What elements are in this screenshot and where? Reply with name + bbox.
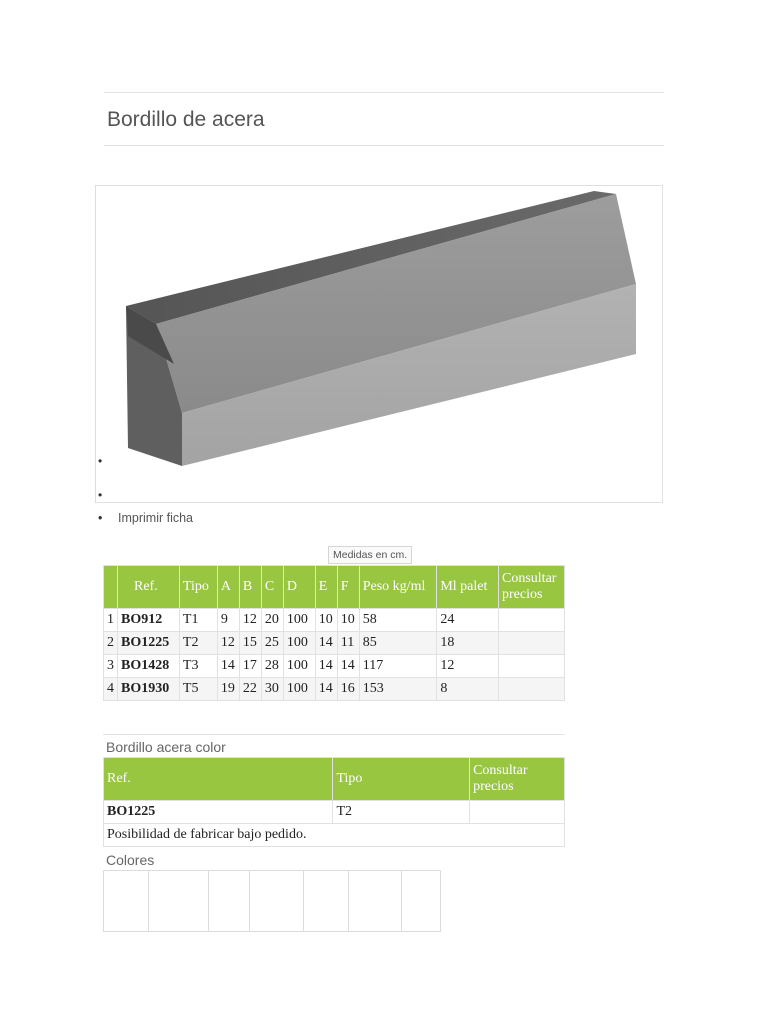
- cell-consultar[interactable]: [499, 678, 565, 701]
- cell-b: 17: [239, 655, 261, 678]
- header-a: A: [217, 566, 239, 609]
- cell-e: 10: [315, 609, 337, 632]
- cell-f: 10: [337, 609, 359, 632]
- cell-ref: BO1930: [118, 678, 180, 701]
- cell-consultar[interactable]: [499, 632, 565, 655]
- cell-consultar[interactable]: [499, 609, 565, 632]
- cell-ml-palet: 24: [437, 609, 499, 632]
- cell-index: 2: [104, 632, 118, 655]
- cell-a: 12: [217, 632, 239, 655]
- cell-ref: BO1428: [118, 655, 180, 678]
- header-tipo: Tipo: [179, 566, 217, 609]
- color-swatch[interactable]: [402, 871, 441, 932]
- print-bullet: •: [98, 511, 103, 525]
- cell-c: 25: [261, 632, 283, 655]
- print-label: Imprimir ficha: [118, 511, 194, 525]
- header-c: C: [261, 566, 283, 609]
- header-f: F: [337, 566, 359, 609]
- header-consultar-precios: Consultar precios: [499, 566, 565, 609]
- colors-swatch-table: [103, 870, 441, 932]
- color-swatch[interactable]: [250, 871, 304, 932]
- color-header-row: [104, 758, 565, 801]
- header-peso: Peso kg/ml: [359, 566, 437, 609]
- cell-f: 11: [337, 632, 359, 655]
- color-cell-consultar[interactable]: [470, 801, 565, 824]
- section-divider: [103, 734, 565, 735]
- cell-d: 100: [283, 609, 315, 632]
- cell-peso: 58: [359, 609, 437, 632]
- cell-f: 14: [337, 655, 359, 678]
- color-swatch[interactable]: [149, 871, 209, 932]
- cell-b: 22: [239, 678, 261, 701]
- cell-c: 20: [261, 609, 283, 632]
- cell-f: 16: [337, 678, 359, 701]
- measures-table: [103, 565, 565, 701]
- header-index: [104, 566, 118, 609]
- color-swatch[interactable]: [304, 871, 349, 932]
- cell-b: 12: [239, 609, 261, 632]
- header-ml-palet: Ml palet: [437, 566, 499, 609]
- cell-e: 14: [315, 678, 337, 701]
- cell-c: 28: [261, 655, 283, 678]
- cell-d: 100: [283, 655, 315, 678]
- cell-peso: 153: [359, 678, 437, 701]
- color-cell-ref: BO1225: [104, 801, 333, 824]
- cell-peso: 85: [359, 632, 437, 655]
- table-row: [104, 801, 565, 824]
- cell-e: 14: [315, 632, 337, 655]
- cell-ml-palet: 12: [437, 655, 499, 678]
- curb-image: [96, 186, 663, 503]
- gallery-bullet-2[interactable]: •: [98, 488, 103, 502]
- cell-ref: BO912: [118, 609, 180, 632]
- measures-header-row: [104, 566, 565, 609]
- cell-tipo: T2: [179, 632, 217, 655]
- header-d: D: [283, 566, 315, 609]
- swatch-row: [104, 871, 441, 932]
- color-swatch[interactable]: [349, 871, 402, 932]
- table-row: [104, 678, 565, 701]
- color-cell-tipo: T2: [333, 801, 470, 824]
- cell-peso: 117: [359, 655, 437, 678]
- color-note: Posibilidad de fabricar bajo pedido.: [104, 824, 565, 847]
- table-row: [104, 655, 565, 678]
- cell-d: 100: [283, 678, 315, 701]
- table-row: [104, 632, 565, 655]
- cell-index: 1: [104, 609, 118, 632]
- cell-ml-palet: 8: [437, 678, 499, 701]
- header-ref: Ref.: [118, 566, 180, 609]
- cell-ml-palet: 18: [437, 632, 499, 655]
- header-b: B: [239, 566, 261, 609]
- color-section-title: Bordillo acera color: [106, 739, 226, 755]
- cell-d: 100: [283, 632, 315, 655]
- title-divider: [104, 145, 664, 146]
- cell-index: 4: [104, 678, 118, 701]
- color-swatch[interactable]: [104, 871, 149, 932]
- color-table: [103, 757, 565, 847]
- cell-a: 9: [217, 609, 239, 632]
- cell-tipo: T5: [179, 678, 217, 701]
- color-header-consultar: Consultar precios: [470, 758, 565, 801]
- colors-title: Colores: [106, 852, 155, 868]
- color-swatch[interactable]: [209, 871, 250, 932]
- measures-caption: Medidas en cm.: [328, 546, 412, 564]
- top-divider: [104, 92, 664, 93]
- page-title: Bordillo de acera: [107, 108, 265, 131]
- cell-index: 3: [104, 655, 118, 678]
- table-row: [104, 824, 565, 847]
- cell-consultar[interactable]: [499, 655, 565, 678]
- color-header-ref: Ref.: [104, 758, 333, 801]
- table-row: [104, 609, 565, 632]
- gallery-bullet-1[interactable]: •: [98, 454, 103, 468]
- cell-a: 19: [217, 678, 239, 701]
- product-image-gallery: [95, 185, 663, 503]
- cell-e: 14: [315, 655, 337, 678]
- color-header-tipo: Tipo: [333, 758, 470, 801]
- cell-tipo: T1: [179, 609, 217, 632]
- print-sheet-link[interactable]: [98, 511, 193, 525]
- cell-a: 14: [217, 655, 239, 678]
- cell-tipo: T3: [179, 655, 217, 678]
- cell-c: 30: [261, 678, 283, 701]
- header-e: E: [315, 566, 337, 609]
- cell-ref: BO1225: [118, 632, 180, 655]
- cell-b: 15: [239, 632, 261, 655]
